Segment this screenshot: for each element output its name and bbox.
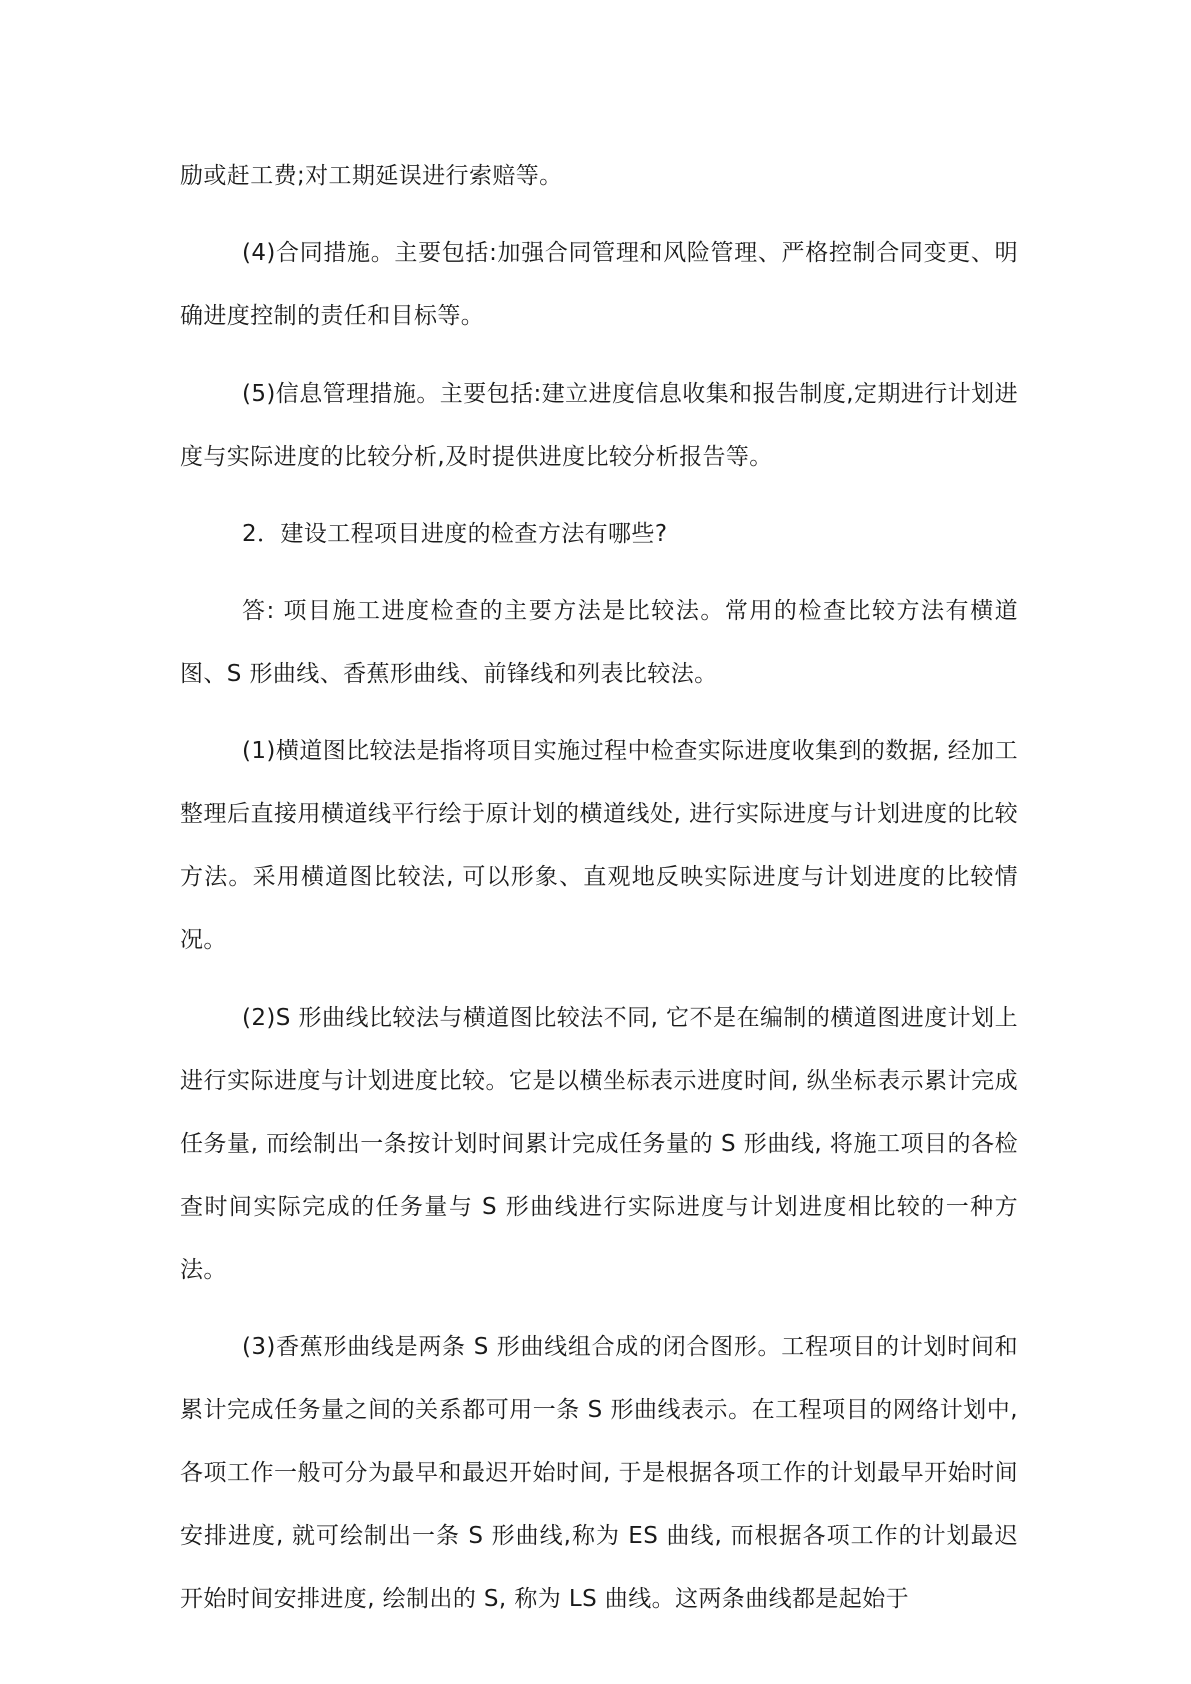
- paragraph-continuation: 励或赶工费;对工期延误进行索赔等。: [180, 163, 563, 189]
- answer-paragraph: 答: 项目施工进度检查的主要方法是比较法。常用的检查比较方法有横道图、S 形曲线、香蕉形曲线、前锋线和列表比较法。: [180, 598, 1018, 688]
- paragraph-s-curve-method: (2)S 形曲线比较法与横道图比较法不同, 它不是在编制的横道图进度计划上进行实际进度与计划进度比较。它是以横坐标表示进度时间, 纵坐标表示累计完成任务量, 而绘制出一条按计划时间累计完成任务量的 S 形曲线, 将施工项目的各检查时间实际完成的任务量与 S 形曲线进行实际进度与计划进度相比较的一种方法。: [180, 1004, 1018, 1283]
- question-heading: 2．建设工程项目进度的检查方法有哪些?: [242, 520, 668, 547]
- paragraph-banana-curve-method: (3)香蕉形曲线是两条 S 形曲线组合成的闭合图形。工程项目的计划时间和累计完成任务量之间的关系都可用一条 S 形曲线表示。在工程项目的网络计划中, 各项工作一般可分为最早和最迟开始时间, 于是根据各项工作的计划最早开始时间安排进度, 就可绘制出一条 S 形曲线,称为 ES 曲线, 而根据各项工作的计划最迟开始时间安排进度, 绘制出的 S, 称为 LS 曲线。这两条曲线都是起始于: [180, 1334, 1018, 1613]
- paragraph-bar-chart-method: (1)横道图比较法是指将项目实施过程中检查实际进度收集到的数据, 经加工整理后直接用横道线平行绘于原计划的横道线处, 进行实际进度与计划进度的比较方法。采用横道图比较法, 可以形象、直观地反映实际进度与计划进度的比较情况。: [180, 738, 1018, 954]
- document-page: [180, 145, 1018, 1645]
- paragraph-contract-measures: (4)合同措施。主要包括:加强合同管理和风险管理、严格控制合同变更、明确进度控制的责任和目标等。: [180, 240, 1018, 330]
- paragraph-information-measures: (5)信息管理措施。主要包括:建立进度信息收集和报告制度,定期进行计划进度与实际进度的比较分析,及时提供进度比较分析报告等。: [180, 380, 1018, 470]
